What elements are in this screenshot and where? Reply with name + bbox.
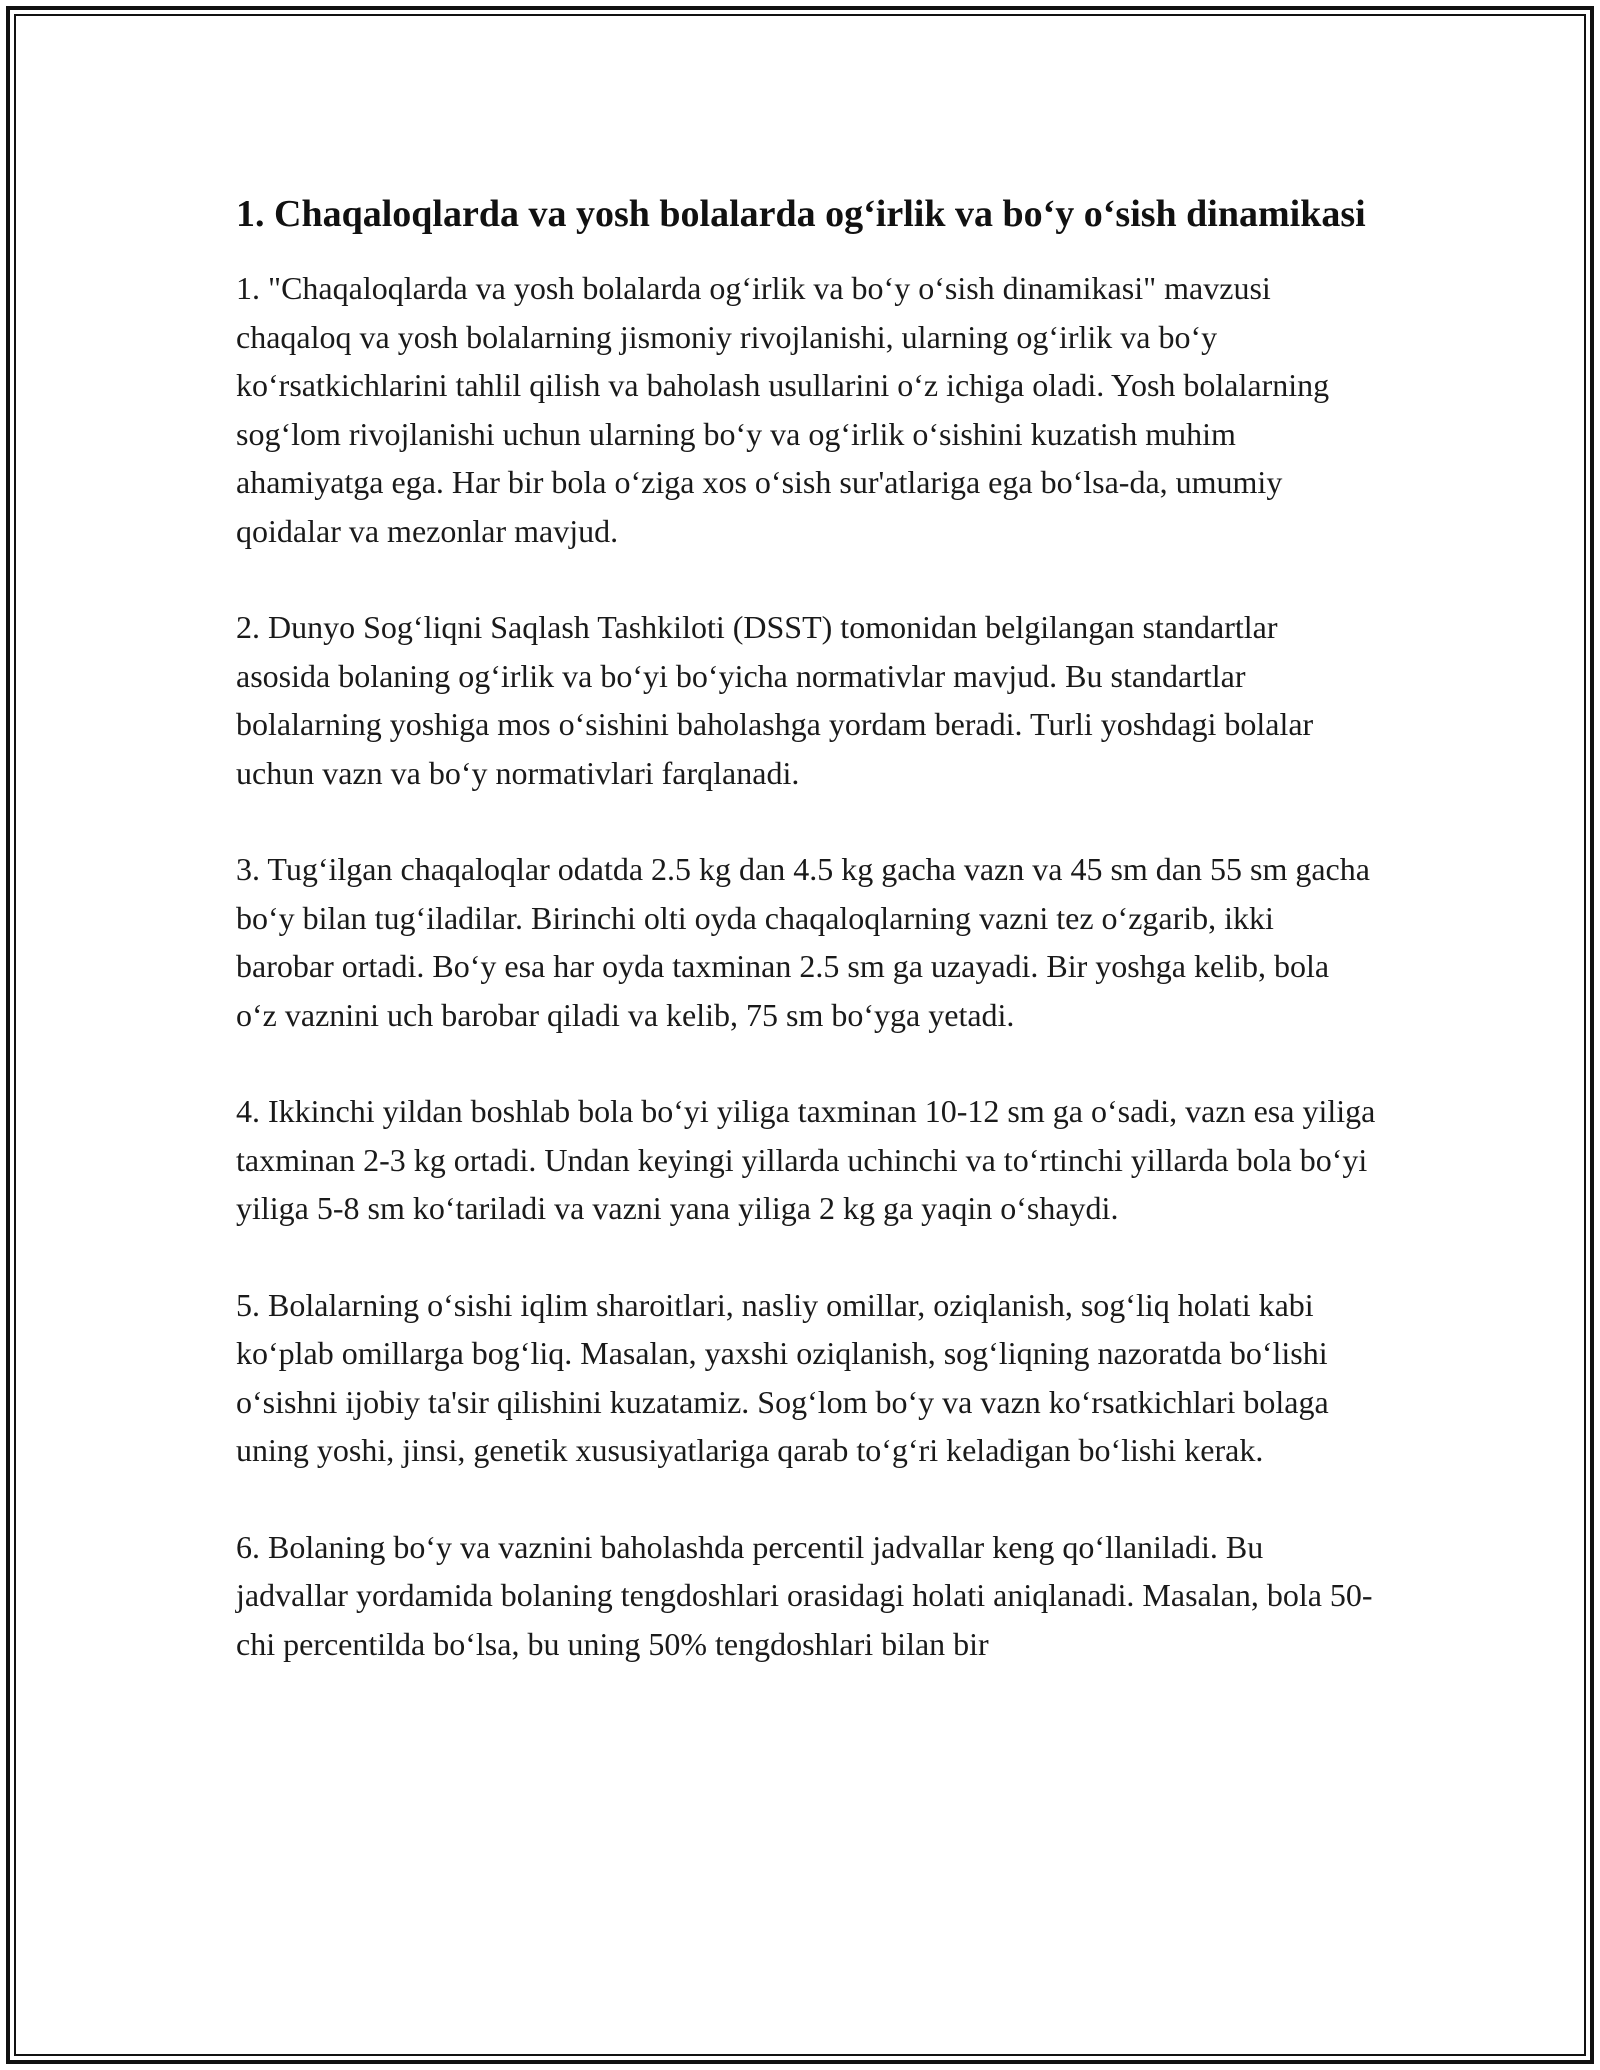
paragraph-2: 2. Dunyo Sog‘liqni Saqlash Tashkiloti (DSST) tomonidan belgilangan standartlar asosida bolaning og‘irlik va bo‘yi bo‘yicha normativlar mavjud. Bu standartlar bolalarning yoshiga mos o‘sishini baholashga yordam beradi. Turli yoshdagi bolalar uchun vazn va bo‘y normativlari farqlanadi. [236,609,1314,791]
paragraph-3: 3. Tug‘ilgan chaqaloqlar odatda 2.5 kg dan 4.5 kg gacha vazn va 45 sm dan 55 sm gacha bo‘y bilan tug‘iladilar. Birinchi olti oyda chaqaloqlarning vazni tez o‘zgarib, ikki barobar ortadi. Bo‘y esa har oyda taxminan 2.5 sm ga uzayadi. Bir yoshga kelib, bola o‘z vaznini uch barobar qiladi va kelib, 75 sm bo‘yga yetadi. [236,851,1370,1033]
paragraph-4: 4. Ikkinchi yildan boshlab bola bo‘yi yiliga taxminan 10-12 sm ga o‘sadi, vazn esa yiliga taxminan 2-3 kg ortadi. Undan keyingi yillarda uchinchi va to‘rtinchi yillarda bola bo‘yi yiliga 5-8 sm ko‘tariladi va vazni yana yiliga 2 kg ga yaqin o‘shaydi. [236,1093,1376,1226]
document-body [236,186,1376,1668]
paragraph-1: 1. "Chaqaloqlarda va yosh bolalarda og‘irlik va bo‘y o‘sish dinamikasi" mavzusi chaqaloq va yosh bolalarning jismoniy rivojlanishi, ularning og‘irlik va bo‘y ko‘rsatkichlarini tahlil qilish va baholash usullarini o‘z ichiga oladi. Yosh bolalarning sog‘lom rivojlanishi uchun ularning bo‘y va og‘irlik o‘sishini kuzatish muhim ahamiyatga ega. Har bir bola o‘ziga xos o‘sish sur'atlariga ega bo‘lsa-da, umumiy qoidalar va mezonlar mavjud. [236,270,1330,549]
paragraph-5: 5. Bolalarning o‘sishi iqlim sharoitlari, nasliy omillar, oziqlanish, sog‘liq holati kabi ko‘plab omillarga bog‘liq. Masalan, yaxshi oziqlanish, sog‘liqning nazoratda bo‘lishi o‘sishni ijobiy ta'sir qilishini kuzatamiz. Sog‘lom bo‘y va vazn ko‘rsatkichlari bolaga uning yoshi, jinsi, genetik xususiyatlariga qarab to‘g‘ri keladigan bo‘lishi kerak. [236,1286,1329,1468]
document-title: 1. Chaqaloqlarda va yosh bolalarda og‘irlik va bo‘y o‘sish dinamikasi [236,193,1366,235]
paragraph-6: 6. Bolaning bo‘y va vaznini baholashda percentil jadvallar keng qo‘llaniladi. Bu jadvallar yordamida bolaning tengdoshlari orasidagi holati aniqlanadi. Masalan, bola 50-chi percentilda bo‘lsa, bu uning 50% tengdoshlari bilan bir [236,1528,1373,1662]
